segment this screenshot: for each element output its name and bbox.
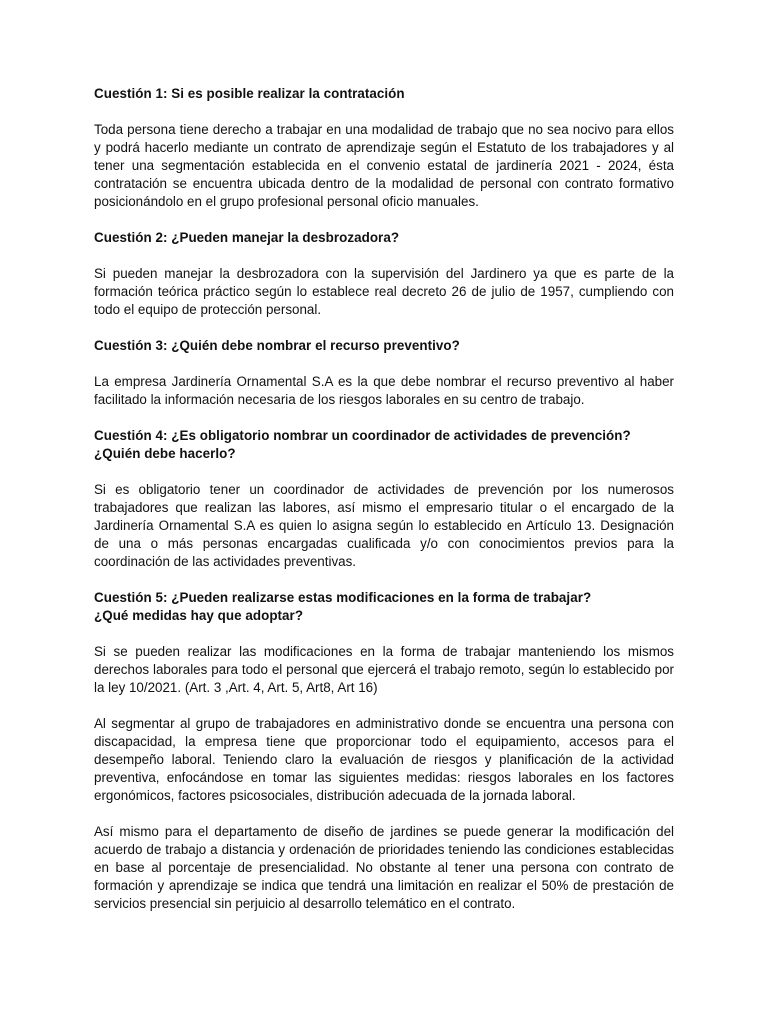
question-5-heading-line-1: Cuestión 5: ¿Pueden realizarse estas modificaciones en la forma de trabajar? bbox=[94, 590, 592, 605]
answer-1-paragraph: Toda persona tiene derecho a trabajar en una modalidad de trabajo que no sea nocivo para ellos y podrá hacerlo mediante un contrato de aprendizaje según el Estatuto de los trabajadores y al tener una segmentación establecida en el convenio estatal de jardinería 2021 - 2024, ésta contratación se encuentra ubicada dentro de la modalidad de personal con contrato formativo posicionándolo en el grupo profesional personal oficio manuales. bbox=[94, 122, 674, 209]
answer-5-paragraph-2: Al segmentar al grupo de trabajadores en administrativo donde se encuentra una persona con discapacidad, la empresa tiene que proporcionar todo el equipamiento, accesos para el desempeño laboral. Teniendo claro la evaluación de riesgos y planificación de la actividad preventiva, enfocándose en tomar las siguientes medidas: riesgos laborales en los factores ergonómicos, factores psicosociales, distribución adecuada de la jornada laboral. bbox=[94, 716, 674, 803]
answer-3-paragraph: La empresa Jardinería Ornamental S.A es la que debe nombrar el recurso preventivo al haber facilitado la información necesaria de los riesgos laborales en su centro de trabajo. bbox=[94, 374, 674, 407]
question-4-heading-line-2: ¿Quién debe hacerlo? bbox=[94, 446, 236, 461]
answer-5-paragraph-1: Si se pueden realizar las modificaciones en la forma de trabajar manteniendo los mismos derechos laborales para todo el personal que ejercerá el trabajo remoto, según lo establecido por la ley 10/2021. (Art. 3 ,Art. 4, Art. 5, Art8, Art 16) bbox=[94, 644, 674, 695]
question-1-heading: Cuestión 1: Si es posible realizar la contratación bbox=[94, 86, 405, 101]
question-5-heading-line-2: ¿Qué medidas hay que adoptar? bbox=[94, 608, 304, 623]
question-4-heading-line-1: Cuestión 4: ¿Es obligatorio nombrar un coordinador de actividades de prevención? bbox=[94, 428, 631, 443]
answer-4-paragraph: Si es obligatorio tener un coordinador de actividades de prevención por los numerosos trabajadores que realizan las labores, así mismo el empresario titular o el encargado de la Jardinería Ornamental S.A es quien lo asigna según lo establecido en Artículo 13. Designación de una o más personas encargadas cualificada y/o con conocimientos previos para la coordinación de las actividades preventivas. bbox=[94, 482, 674, 569]
answer-5-paragraph-3: Así mismo para el departamento de diseño de jardines se puede generar la modificación del acuerdo de trabajo a distancia y ordenación de prioridades teniendo las condiciones establecidas en base al porcentaje de presencialidad. No obstante al tener una persona con contrato de formación y aprendizaje se indica que tendrá una limitación en realizar el 50% de prestación de servicios presencial sin perjuicio al desarrollo telemático en el contrato. bbox=[94, 824, 674, 911]
question-3-heading: Cuestión 3: ¿Quién debe nombrar el recurso preventivo? bbox=[94, 338, 460, 353]
answer-2-paragraph: Si pueden manejar la desbrozadora con la supervisión del Jardinero ya que es parte de la formación teórica práctico según lo establece real decreto 26 de julio de 1957, cumpliendo con todo el equipo de protección personal. bbox=[94, 266, 674, 317]
question-2-heading: Cuestión 2: ¿Pueden manejar la desbrozadora? bbox=[94, 230, 400, 245]
